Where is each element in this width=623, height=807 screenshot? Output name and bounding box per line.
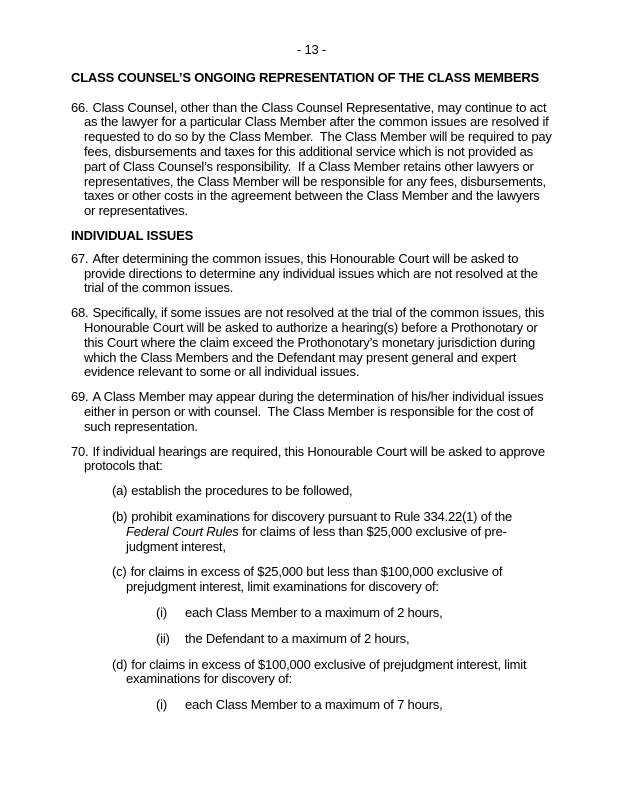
- protocol-item-d-marker: (d): [112, 656, 128, 672]
- protocol-item-c-sub-i-marker: (i): [156, 604, 167, 620]
- paragraph-68: [71, 306, 552, 380]
- protocol-item-c-sub-ii: [156, 632, 623, 647]
- paragraph-67: [71, 252, 552, 296]
- protocol-item-d-sub-i-marker: (i): [156, 697, 167, 713]
- protocol-item-b-marker: (b): [112, 508, 128, 524]
- paragraph-70: [71, 445, 552, 475]
- protocol-item-a-marker: (a): [112, 483, 128, 499]
- paragraph-68-text: Specifically, if some issues are not resolved at the trial of the common issues, this Honourable Court will be asked to authorize a hearing(s) before a Prothonotary or this Court where the claim exceed the Prothonotary’s monetary jurisdiction during which the Class Members and the Defendant may present general and expert evidence relevant to some or all individual issues.: [84, 305, 548, 380]
- protocol-item-c: [112, 565, 551, 595]
- page-number: - 13 -: [296, 42, 327, 57]
- protocol-item-c-sub-i: [156, 606, 623, 621]
- protocol-item-b-text: prohibit examinations for discovery pursuant to Rule 334.22(1) of the Federal Court Rules for claims of less than $25,000 exclusive of pre-judgment interest,: [126, 508, 516, 554]
- paragraph-66-text: Class Counsel, other than the Class Counsel Representative, may continue to act as the lawyer for a particular Class Member after the common issues are resolved if requested to do so by the Class Member. The Class Member will be required to pay fees, disbursements and taxes for this additional service which is not provided as part of Class Counsel’s responsibility. If a Class Member retains other lawyers or representatives, the Class Member will be responsible for any fees, disbursements, taxes or other costs in the agreement between the Class Member and the lawyers or representatives.: [84, 99, 556, 219]
- protocol-item-d-sub-i: [156, 698, 623, 713]
- paragraph-69-number: 69.: [71, 389, 89, 405]
- protocol-item-a-text: establish the procedures to be followed,: [131, 483, 353, 499]
- protocol-item-c-marker: (c): [112, 564, 127, 580]
- protocol-item-c-text: for claims in excess of $25,000 but less than $100,000 exclusive of prejudgment interest, limit examinations for discovery of:: [126, 564, 506, 595]
- section-heading-class-counsel-representation: CLASS COUNSEL’S ONGOING REPRESENTATION OF THE CLASS MEMBERS: [71, 69, 540, 85]
- protocol-item-d: [112, 658, 551, 688]
- protocol-item-d-sub-i-text: each Class Member to a maximum of 7 hours,: [185, 697, 443, 713]
- paragraph-69: [71, 390, 552, 434]
- paragraph-67-number: 67.: [71, 250, 89, 266]
- protocol-item-a: [112, 484, 551, 499]
- protocol-item-c-sub-ii-marker: (ii): [156, 630, 170, 646]
- protocol-item-c-sub-i-text: each Class Member to a maximum of 2 hours,: [185, 604, 443, 620]
- paragraph-70-text: If individual hearings are required, this Honourable Court will be asked to approve protocols that:: [84, 443, 549, 474]
- paragraph-67-text: After determining the common issues, this Honourable Court will be asked to provide directions to determine any individual issues which are not resolved at the trial of the common issues.: [84, 250, 542, 296]
- paragraph-68-number: 68.: [71, 305, 89, 321]
- protocol-item-c-sub-ii-text: the Defendant to a maximum of 2 hours,: [185, 630, 410, 646]
- protocol-item-d-text: for claims in excess of $100,000 exclusive of prejudgment interest, limit examinations for discovery of:: [126, 656, 530, 687]
- protocol-item-b: [112, 510, 551, 554]
- paragraph-66: [71, 99, 556, 219]
- paragraph-69-text: A Class Member may appear during the determination of his/her individual issues either in person or with counsel. The Class Member is responsible for the cost of such representation.: [84, 389, 547, 434]
- section-heading-individual-issues: INDIVIDUAL ISSUES: [71, 227, 194, 243]
- paragraph-66-number: 66.: [71, 99, 89, 115]
- paragraph-70-number: 70.: [71, 443, 89, 459]
